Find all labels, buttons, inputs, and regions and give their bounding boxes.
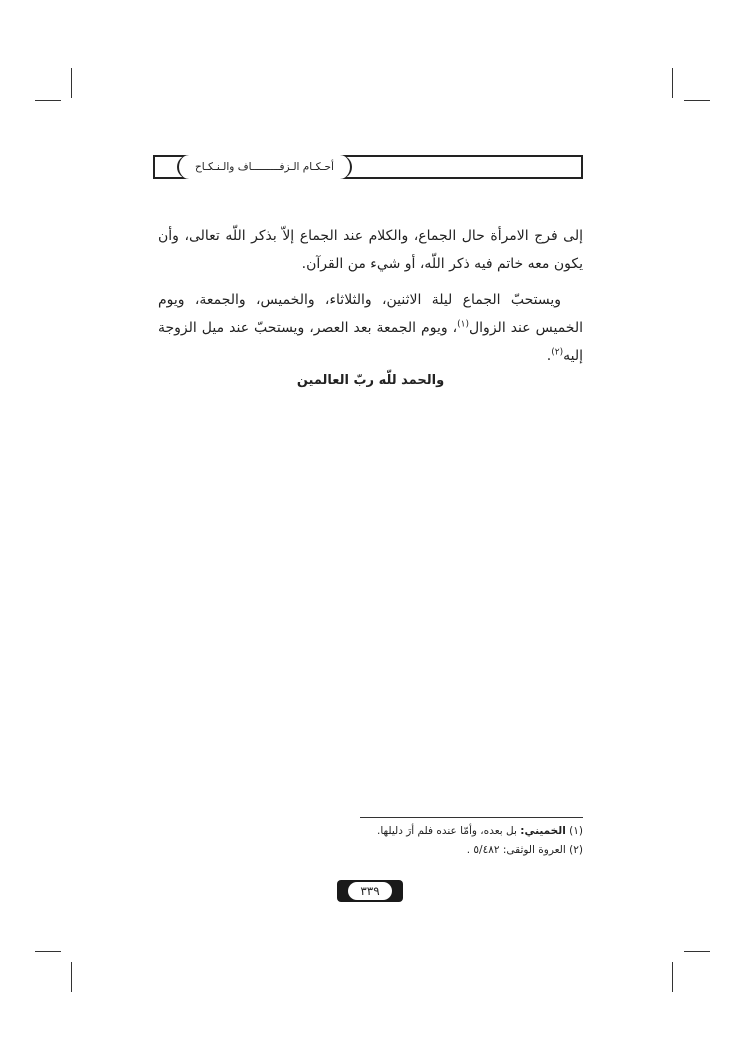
crop-mark bbox=[672, 962, 673, 992]
paragraph-2 bbox=[158, 286, 583, 370]
footnote-2 bbox=[300, 841, 583, 860]
running-title: أحـكـام الـزفـــــــــاف والـنـكـاح bbox=[177, 155, 352, 179]
crop-mark bbox=[684, 100, 710, 101]
footnote-text: بل بعده، وأمّا عنده فلم أرَ دليلها. bbox=[376, 825, 521, 837]
crop-mark bbox=[684, 951, 710, 952]
footnote-number: (٢) bbox=[569, 844, 583, 856]
footnote-mark-1[interactable]: (١) bbox=[457, 319, 469, 330]
paragraph-2-end: . bbox=[546, 348, 552, 364]
running-header bbox=[153, 155, 583, 179]
paragraph-1: إلى فرج الامرأة حال الجماع، والكلام عند الجماع إلاّ بذكر اللّه تعالى، وأن يكون معه خاتم فيه ذكر اللّه، أو شيء من القرآن. bbox=[158, 228, 583, 272]
paragraph-2-part-2: ، ويوم الجمعة بعد العصر، ويستحبّ عند ميل الزوجة إليه bbox=[158, 320, 583, 364]
footnote-text: العروة الوثقى: ٥/٤٨٢ . bbox=[466, 844, 570, 856]
footnote-mark-2[interactable]: (٢) bbox=[551, 347, 564, 358]
header-cap bbox=[153, 155, 171, 179]
footnote-author: الخميني: bbox=[520, 825, 566, 837]
page-number-badge bbox=[337, 880, 403, 902]
crop-mark bbox=[71, 68, 72, 98]
paragraph-2-part-1: ويستحبّ الجماع ليلة الاثنين، والثلاثاء، والخميس، والجمعة، ويوم الخميس عند الزوال bbox=[158, 292, 583, 336]
footnote-rule bbox=[360, 817, 583, 818]
page-number: ٣٣٩ bbox=[348, 882, 391, 900]
footnotes bbox=[300, 822, 583, 860]
closing-line: والحمد للّه ربّ العالمين bbox=[296, 373, 445, 388]
footnote-number: (١) bbox=[569, 825, 583, 837]
crop-mark bbox=[35, 951, 61, 952]
footnote-1 bbox=[300, 822, 583, 841]
crop-mark bbox=[672, 68, 673, 98]
crop-mark bbox=[71, 962, 72, 992]
crop-mark bbox=[35, 100, 61, 101]
